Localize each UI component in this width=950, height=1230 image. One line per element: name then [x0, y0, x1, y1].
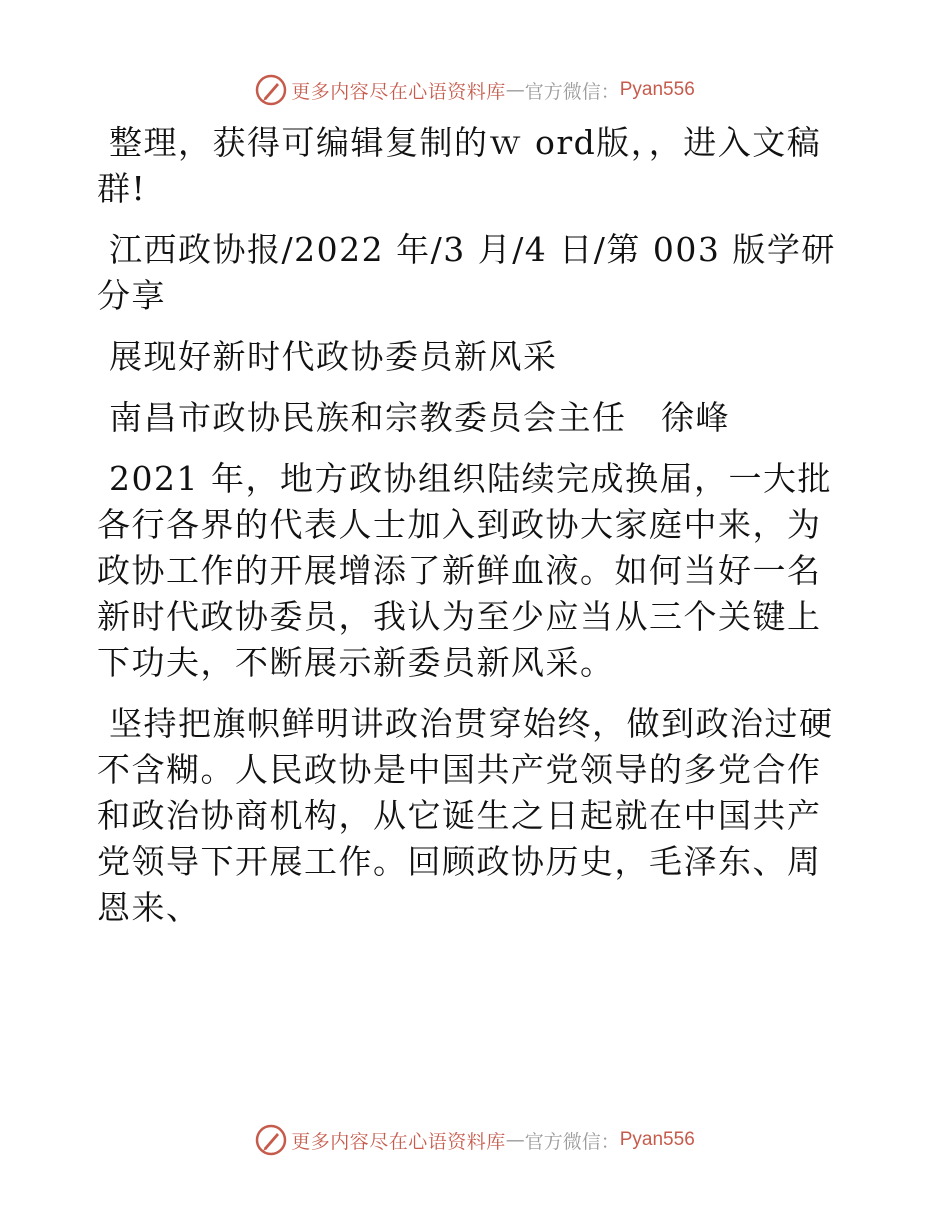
- body-paragraph: 2021 年，地方政协组织陆续完成换届，一大批各行各界的代表人士加入到政协大家庭中来，为政协工作的开展增添了新鲜血液。如何当好一名新时代政协委员，我认为至少应当从三个关键上下功夫，不断展示新委员新风采。: [97, 459, 832, 682]
- source-line: 江西政协报/2022 年/3 月/4 日/第 003 版学研分享: [97, 230, 836, 315]
- body-paragraph: 坚持把旗帜鲜明讲政治贯穿始终，做到政治过硬不含糊。人民政协是中国共产党领导的多党合作和政治协商机构，从它诞生之日起就在中国共产党领导下开展工作。回顾政协历史，毛泽东、周恩来、: [97, 704, 834, 927]
- header-banner-text: 更多内容尽在心语资料库: [291, 80, 506, 103]
- footer-wechat-label: 官方微信：: [524, 1130, 620, 1153]
- article-title: 展现好新时代政协委员新风采: [109, 337, 558, 376]
- header-wechat-label: 官方微信：: [524, 80, 620, 103]
- footer-banner: [0, 1118, 950, 1162]
- header-separator: —: [505, 79, 525, 101]
- author-line: 南昌市政协民族和宗教委员会主任 徐峰: [109, 398, 730, 437]
- header-wechat-id: Pyan556: [619, 79, 695, 100]
- footer-banner-text: 更多内容尽在心语资料库: [291, 1130, 506, 1153]
- quill-pen-logo-icon: [255, 1124, 287, 1156]
- footer-wechat-id: Pyan556: [619, 1129, 695, 1150]
- footer-separator: —: [505, 1129, 525, 1151]
- document-body: [97, 120, 852, 946]
- header-banner: [0, 68, 950, 112]
- intro-note: 整理，获得可编辑复制的ｗ ord版，，进入文稿群!: [97, 123, 822, 208]
- quill-pen-logo-icon: [255, 74, 287, 106]
